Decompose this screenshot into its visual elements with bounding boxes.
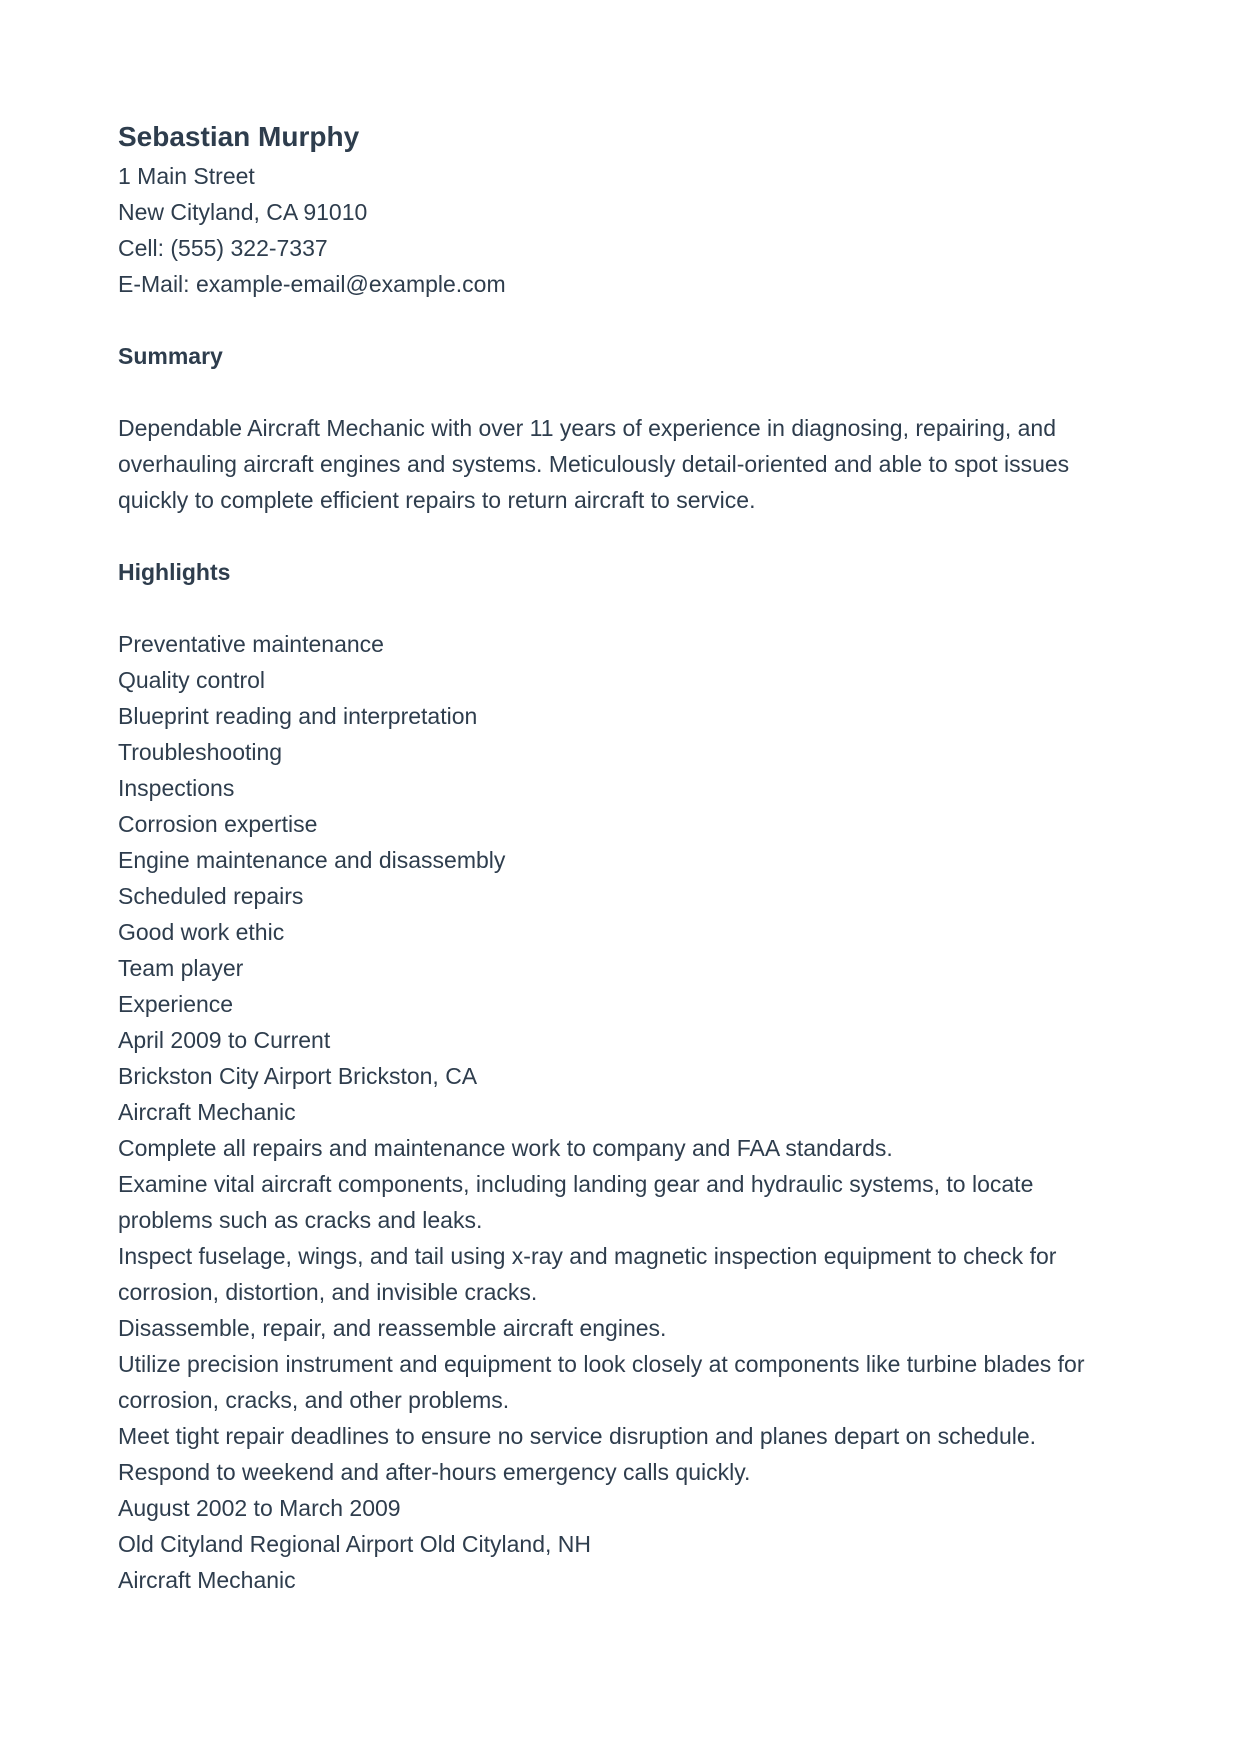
list-item: Inspect fuselage, wings, and tail using x-ray and magnetic inspection equipment to check for corrosion, distortion, and invisible cracks. [118, 1243, 1057, 1305]
list-item: Aircraft Mechanic [118, 1099, 296, 1125]
list-item: Troubleshooting [118, 739, 283, 765]
list-item: Experience [118, 991, 234, 1017]
list-item: Scheduled repairs [118, 883, 304, 909]
address-street: 1 Main Street [118, 163, 255, 189]
list-item: Old Cityland Regional Airport Old Cityland, NH [118, 1531, 591, 1557]
list-item: April 2009 to Current [118, 1027, 331, 1053]
list-item: Inspections [118, 775, 235, 801]
spacer [118, 590, 1118, 626]
list-item: Examine vital aircraft components, including landing gear and hydraulic systems, to locate problems such as cracks and leaks. [118, 1171, 1034, 1233]
list-item: Aircraft Mechanic [118, 1567, 296, 1593]
list-item: Respond to weekend and after-hours emergency calls quickly. [118, 1459, 751, 1485]
summary-heading: Summary [118, 343, 223, 369]
list-item: Quality control [118, 667, 266, 693]
candidate-name: Sebastian Murphy [118, 121, 360, 152]
spacer [118, 518, 1118, 554]
spacer [118, 374, 1118, 410]
address-city: New Cityland, CA 91010 [118, 199, 368, 225]
summary-text: Dependable Aircraft Mechanic with over 11 years of experience in diagnosing, repairing, and overhauling aircraft engines and systems. Meticulously detail-oriented and able to spot issues quickly to complete efficient repairs to return aircraft to service. [118, 415, 1070, 513]
cell-phone: Cell: (555) 322-7337 [118, 235, 328, 261]
spacer [118, 302, 1118, 338]
email-address: E-Mail: example-email@example.com [118, 271, 506, 297]
highlights-list [118, 626, 1118, 1598]
list-item: Complete all repairs and maintenance work to company and FAA standards. [118, 1135, 893, 1161]
list-item: Preventative maintenance [118, 631, 384, 657]
list-item: Disassemble, repair, and reassemble aircraft engines. [118, 1315, 667, 1341]
list-item: August 2002 to March 2009 [118, 1495, 401, 1521]
list-item: Engine maintenance and disassembly [118, 847, 506, 873]
list-item: Good work ethic [118, 919, 285, 945]
highlights-heading: Highlights [118, 559, 231, 585]
list-item: Meet tight repair deadlines to ensure no service disruption and planes depart on schedule. [118, 1423, 1037, 1449]
resume-page [118, 118, 1118, 1598]
list-item: Corrosion expertise [118, 811, 318, 837]
list-item: Blueprint reading and interpretation [118, 703, 478, 729]
list-item: Team player [118, 955, 244, 981]
list-item: Brickston City Airport Brickston, CA [118, 1063, 478, 1089]
list-item: Utilize precision instrument and equipment to look closely at components like turbine blades for corrosion, cracks, and other problems. [118, 1351, 1085, 1413]
